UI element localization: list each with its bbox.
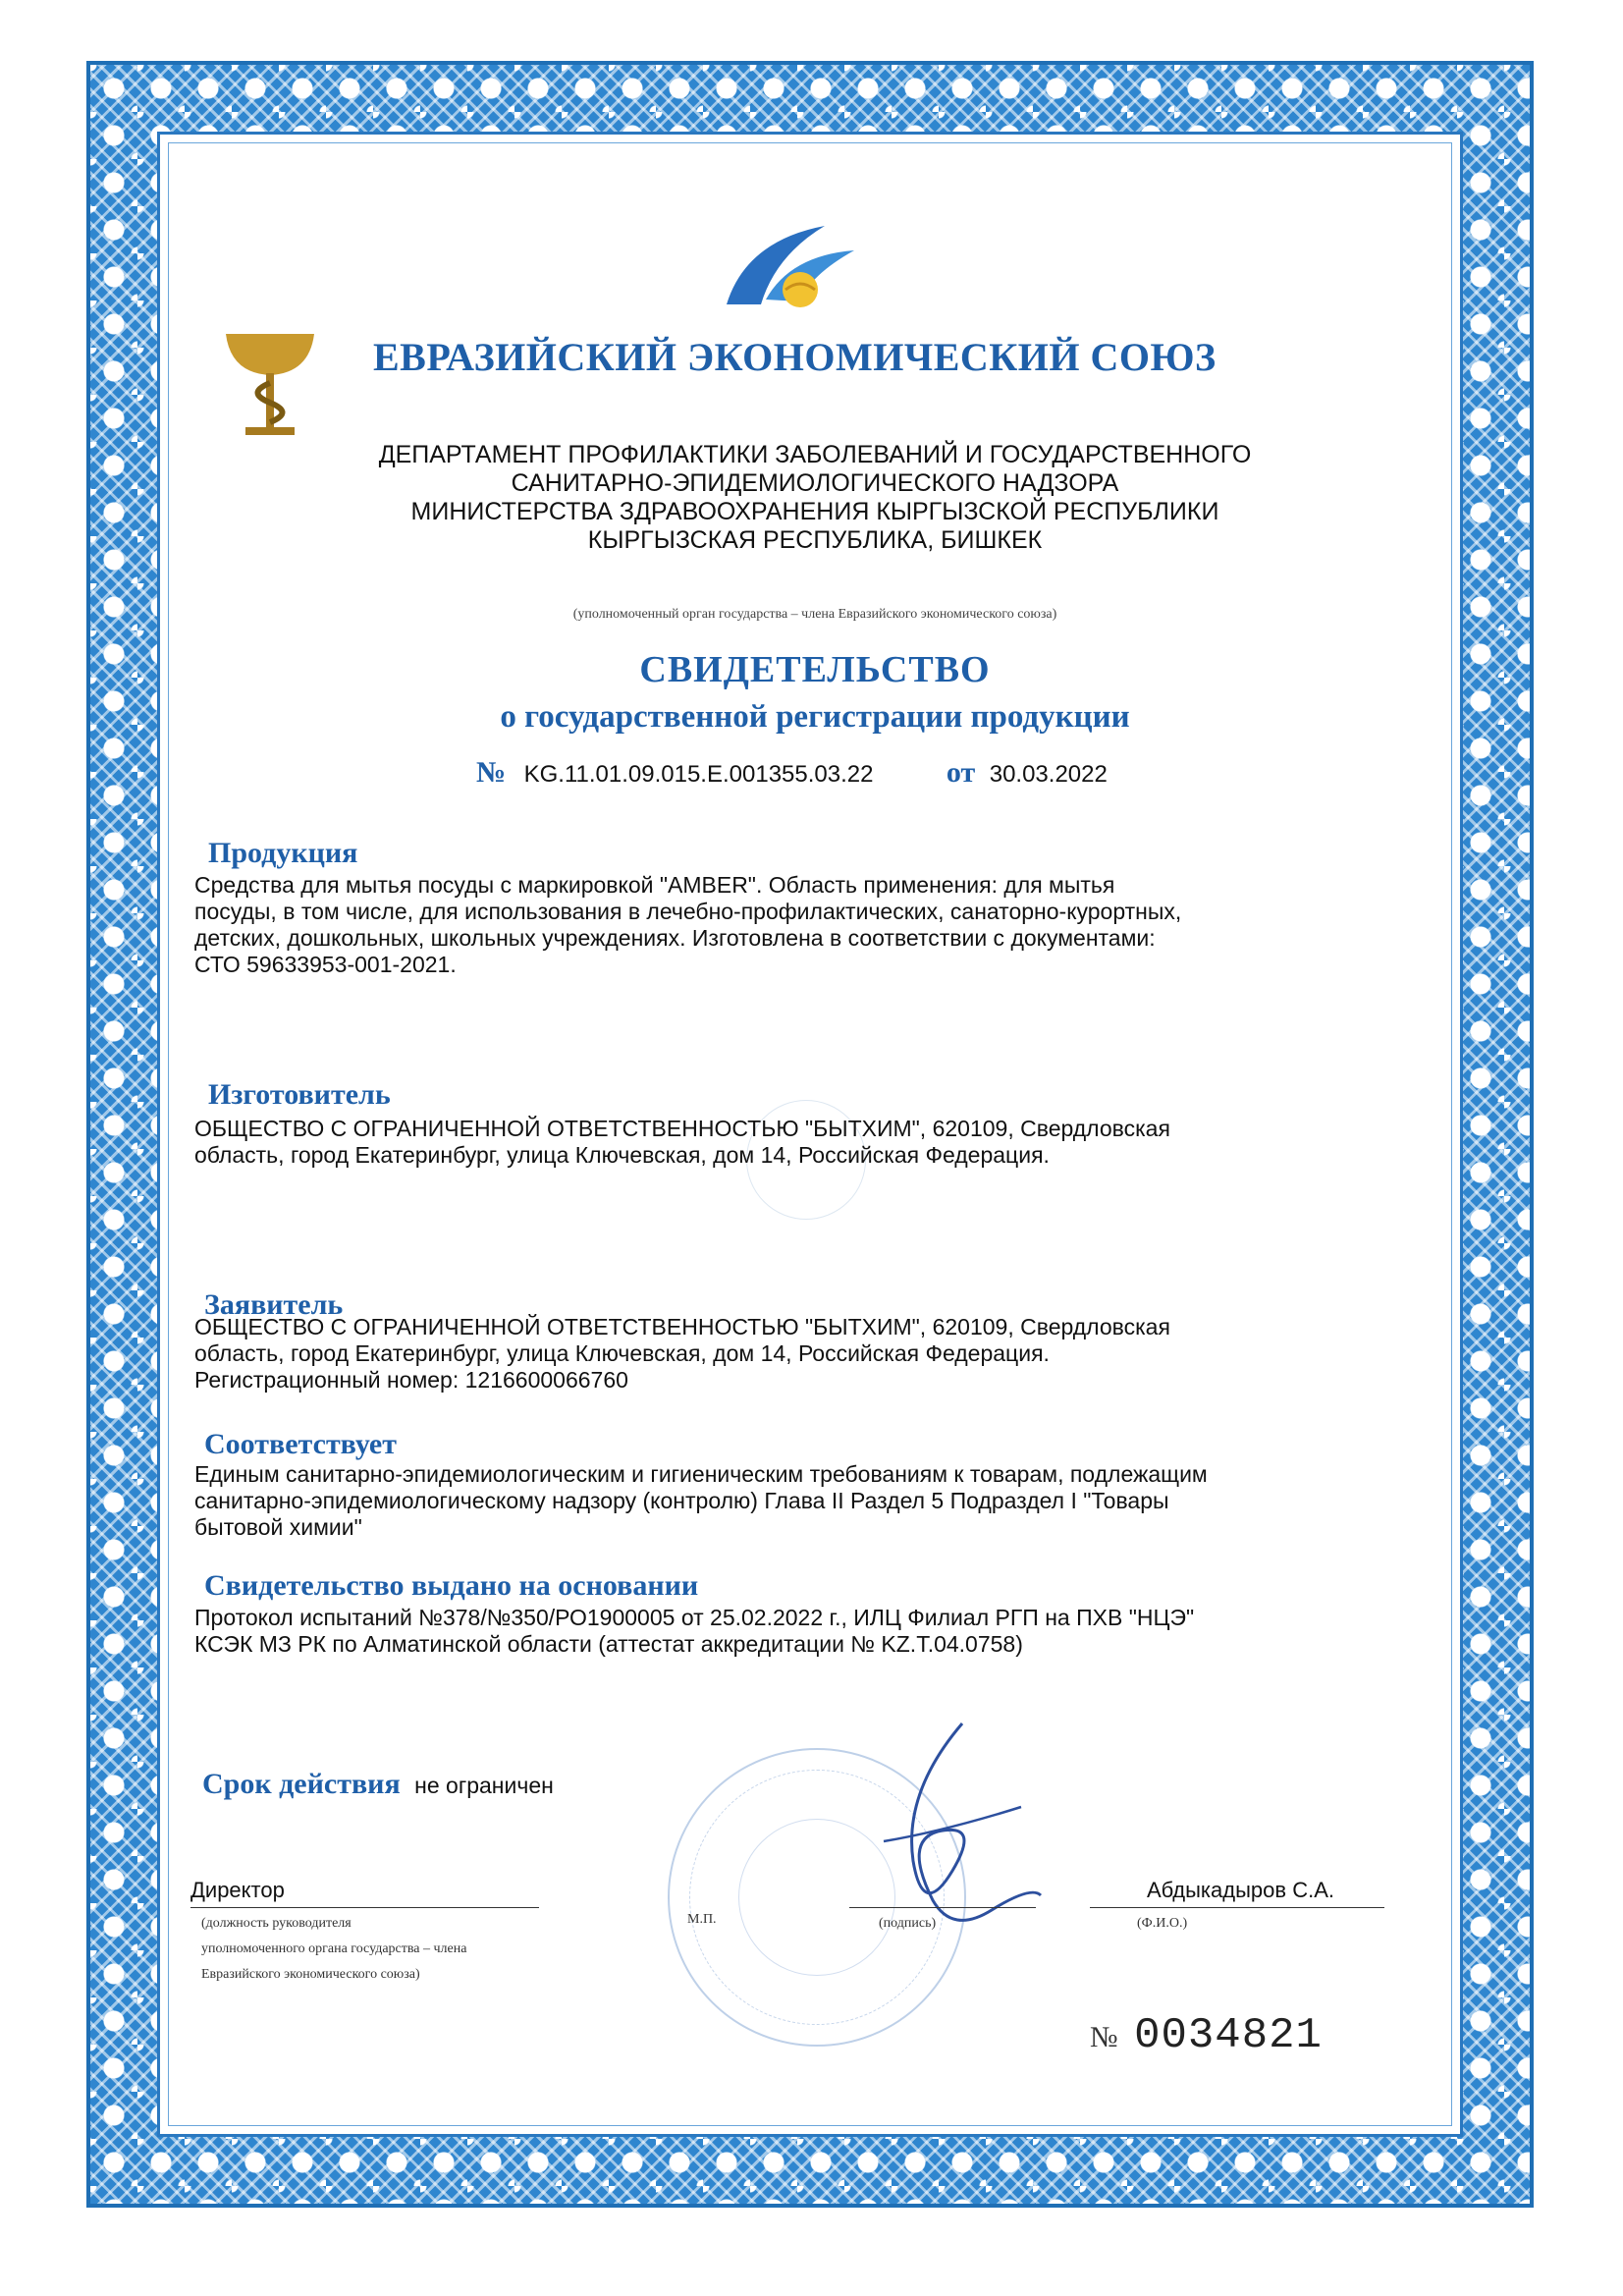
signer-position: Директор — [190, 1878, 285, 1902]
conforms-line-1: Единым санитарно-эпидемиологическим и гигиеническим требованиям к товарам, подлежащим — [194, 1461, 1208, 1487]
name-rule — [1090, 1907, 1384, 1908]
product-line-1: Средства для мытья посуды с маркировкой "AMBER". Область применения: для мытья — [194, 872, 1115, 898]
position-caption-line-3: Евразийского экономического союза) — [201, 1967, 420, 1982]
position-caption — [201, 1911, 594, 1988]
position-caption-line-1: (должность руководителя — [201, 1916, 352, 1931]
conforms-title: Соответствует — [204, 1428, 397, 1460]
certificate-subtitle: о государственной регистрации продукции — [500, 699, 1130, 735]
applicant-line-1: ОБЩЕСТВО С ОГРАНИЧЕННОЙ ОТВЕТСТВЕННОСТЬЮ "БЫТХИМ", 620109, Свердловская — [194, 1314, 1170, 1339]
signature-rule — [849, 1907, 1036, 1908]
validity-value: не ограничен — [414, 1773, 554, 1798]
stamp-mark: М.П. — [687, 1912, 717, 1927]
name-caption: (Ф.И.О.) — [1137, 1916, 1188, 1931]
signer-name: Абдыкадыров С.А. — [1147, 1878, 1334, 1902]
signature-scribble — [844, 1714, 1051, 1940]
conforms-text — [194, 1461, 1412, 1541]
manufacturer-line-1: ОБЩЕСТВО С ОГРАНИЧЕННОЙ ОТВЕТСТВЕННОСТЬЮ "БЫТХИМ", 620109, Свердловская — [194, 1116, 1170, 1141]
conforms-line-2: санитарно-эпидемиологическому надзору (контролю) Глава II Раздел 5 Подраздел I "Товары — [194, 1488, 1169, 1513]
applicant-line-2: область, город Екатеринбург, улица Ключевская, дом 14, Российская Федерация. — [194, 1340, 1050, 1366]
manufacturer-title: Изготовитель — [208, 1078, 391, 1111]
union-heading: ЕВРАЗИЙСКИЙ ЭКОНОМИЧЕСКИЙ СОЮЗ — [373, 335, 1217, 379]
eaeu-emblem-icon — [707, 221, 864, 314]
validity-row — [202, 1768, 554, 1801]
date-label: от — [946, 756, 976, 789]
bowl-of-hygieia-icon — [221, 314, 319, 452]
certificate-date: 30.03.2022 — [989, 761, 1108, 788]
validity-title: Срок действия — [202, 1768, 401, 1800]
product-line-4: СТО 59633953-001-2021. — [194, 952, 457, 977]
signature-caption: (подпись) — [879, 1916, 937, 1931]
applicant-text — [194, 1314, 1392, 1394]
department-line-4: КЫРГЫЗСКАЯ РЕСПУБЛИКА, БИШКЕК — [587, 526, 1043, 554]
basis-line-1: Протокол испытаний №378/№350/РО1900005 от 25.02.2022 г., ИЛЦ Филиал РГП на ПХВ "НЦЭ" — [194, 1605, 1195, 1630]
basis-line-2: КСЭК МЗ РК по Алматинской области (аттестат аккредитации № KZ.T.04.0758) — [194, 1631, 1023, 1657]
applicant-title: Заявитель — [204, 1288, 344, 1321]
product-title: Продукция — [208, 837, 358, 869]
certificate-number: KG.11.01.09.015.E.001355.03.22 — [523, 761, 874, 788]
blank-number-sign: № — [1090, 2021, 1118, 2053]
manufacturer-line-2: область, город Екатеринбург, улица Ключевская, дом 14, Российская Федерация. — [194, 1142, 1050, 1168]
conforms-line-3: бытовой химии" — [194, 1514, 362, 1540]
certificate-title: СВИДЕТЕЛЬСТВО — [639, 649, 991, 690]
applicant-line-3: Регистрационный номер: 1216600066760 — [194, 1367, 628, 1393]
product-line-3: детских, дошкольных, школьных учреждениях. Изготовлена в соответствии с документами: — [194, 925, 1156, 951]
basis-title: Свидетельство выдано на основании — [204, 1569, 699, 1602]
authority-note: (уполномоченный орган государства – члена Евразийского экономического союза) — [572, 607, 1057, 622]
department-line-1: ДЕПАРТАМЕНТ ПРОФИЛАКТИКИ ЗАБОЛЕВАНИЙ И ГОСУДАРСТВЕННОГО — [378, 441, 1252, 468]
department-line-3: МИНИСТЕРСТВА ЗДРАВООХРАНЕНИЯ КЫРГЫЗСКОЙ РЕСПУБЛИКИ — [410, 498, 1219, 525]
number-sign: № — [476, 756, 507, 789]
certificate-number-row — [476, 756, 1262, 790]
position-rule — [190, 1907, 539, 1908]
product-line-2: посуды, в том числе, для использования в лечебно-профилактических, санаторно-курортных, — [194, 899, 1182, 924]
basis-text — [194, 1605, 1412, 1658]
manufacturer-text — [194, 1116, 1392, 1169]
department-line-2: САНИТАРНО-ЭПИДЕМИОЛОГИЧЕСКОГО НАДЗОРА — [511, 469, 1119, 497]
product-text — [194, 872, 1392, 978]
blank-number-row — [1090, 2011, 1323, 2060]
position-caption-line-2: уполномоченного органа государства – члена — [201, 1941, 467, 1956]
blank-number: 0034821 — [1134, 2011, 1323, 2060]
